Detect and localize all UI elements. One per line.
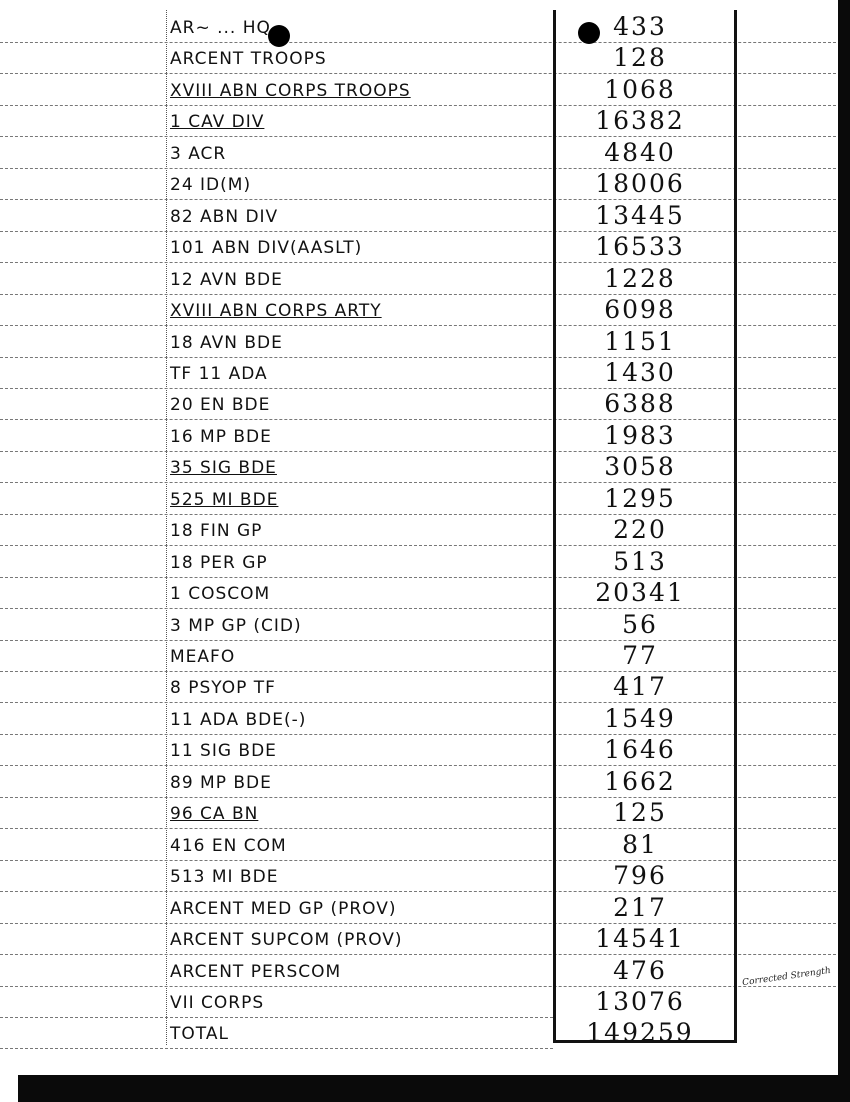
unit-strength-value: 1068 xyxy=(604,74,676,104)
unit-label: 18 PER GP xyxy=(170,552,268,573)
unit-strength-value: 417 xyxy=(613,672,667,702)
scan-edge-right xyxy=(838,0,850,1075)
unit-strength-value: 125 xyxy=(613,798,667,828)
unit-strength-value: 3058 xyxy=(604,452,676,482)
unit-strength-value: 1646 xyxy=(604,735,676,765)
unit-strength-value: 1662 xyxy=(604,766,676,796)
unit-strength-value: 4840 xyxy=(604,137,676,167)
unit-strength-value: 14541 xyxy=(595,924,685,954)
unit-label: MEAFO xyxy=(170,647,236,667)
unit-label: ARCENT TROOPS xyxy=(170,49,327,70)
unit-label: 35 SIG BDE xyxy=(170,458,277,479)
unit-strength-value: 77 xyxy=(622,641,658,670)
unit-label: 16 MP BDE xyxy=(170,426,272,447)
unit-label: 18 AVN BDE xyxy=(170,332,283,353)
punch-hole-mark xyxy=(268,25,290,47)
unit-strength-value: 513 xyxy=(613,546,667,576)
unit-strength-value: 56 xyxy=(622,609,658,639)
unit-strength-value: 796 xyxy=(613,861,667,891)
unit-label: TF 11 ADA xyxy=(170,363,268,384)
ruled-line xyxy=(0,1048,553,1049)
unit-label: 20 EN BDE xyxy=(170,395,271,416)
unit-strength-value: 13445 xyxy=(595,200,685,230)
unit-label: TOTAL xyxy=(170,1024,229,1045)
unit-label: 513 MI BDE xyxy=(170,867,279,888)
margin-note: Corrected Strength xyxy=(741,965,832,989)
unit-label: 3 MP GP (CID) xyxy=(170,615,302,636)
margin-line xyxy=(166,10,167,1045)
value-column-right-border xyxy=(734,10,737,1042)
unit-strength-value: 6388 xyxy=(604,389,676,419)
unit-label: 8 PSYOP TF xyxy=(170,678,276,699)
unit-strength-value: 1295 xyxy=(604,483,676,513)
unit-label: ARCENT PERSCOM xyxy=(170,961,342,982)
unit-strength-value: 1228 xyxy=(604,263,676,293)
scan-edge-bottom xyxy=(18,1075,850,1102)
unit-label: 82 ABN DIV xyxy=(170,206,279,227)
unit-label: ARCENT MED GP (PROV) xyxy=(170,898,397,919)
unit-label: 525 MI BDE xyxy=(170,489,279,510)
unit-label: XVIII ABN CORPS TROOPS xyxy=(170,80,411,101)
unit-strength-value: 6098 xyxy=(604,295,676,325)
unit-strength-value: 217 xyxy=(613,892,667,922)
unit-strength-value: 476 xyxy=(613,955,667,985)
unit-label: 1 CAV DIV xyxy=(170,112,265,133)
unit-strength-value: 18006 xyxy=(595,169,685,199)
unit-strength-value: 1983 xyxy=(604,420,676,450)
unit-label: 11 ADA BDE(-) xyxy=(170,709,307,730)
unit-label: VII CORPS xyxy=(170,992,265,1013)
unit-strength-value: 149259 xyxy=(586,1018,694,1048)
unit-label: 89 MP BDE xyxy=(170,772,272,793)
ruled-line xyxy=(0,1017,553,1018)
unit-label: ARCENT SUPCOM (PROV) xyxy=(170,930,403,951)
unit-label: 18 FIN GP xyxy=(170,521,263,542)
unit-strength-value: 16382 xyxy=(595,106,685,136)
unit-strength-value: 1151 xyxy=(604,326,676,356)
unit-label: 3 ACR xyxy=(170,143,227,164)
unit-label: 96 CA BN xyxy=(170,804,259,825)
unit-strength-value: 128 xyxy=(613,43,667,73)
unit-label: XVIII ABN CORPS ARTY xyxy=(170,301,382,322)
unit-strength-value: 81 xyxy=(622,829,658,859)
unit-strength-value: 1430 xyxy=(604,357,676,387)
unit-label: 12 AVN BDE xyxy=(170,269,283,290)
unit-label: 416 EN COM xyxy=(170,835,287,856)
unit-strength-value: 13076 xyxy=(595,986,685,1016)
unit-label: 24 ID(M) xyxy=(170,175,252,196)
unit-strength-value: 1549 xyxy=(604,703,676,733)
unit-label: AR~ ... HQ xyxy=(170,18,271,38)
value-column-left-border xyxy=(553,10,556,1042)
unit-strength-value: 16533 xyxy=(595,232,685,262)
unit-strength-value: 433 xyxy=(613,12,667,41)
unit-strength-value: 20341 xyxy=(595,578,685,608)
unit-label: 11 SIG BDE xyxy=(170,741,277,762)
unit-label: 1 COSCOM xyxy=(170,584,271,605)
unit-label: 101 ABN DIV(AASLT) xyxy=(170,238,363,259)
unit-strength-value: 220 xyxy=(613,515,667,545)
